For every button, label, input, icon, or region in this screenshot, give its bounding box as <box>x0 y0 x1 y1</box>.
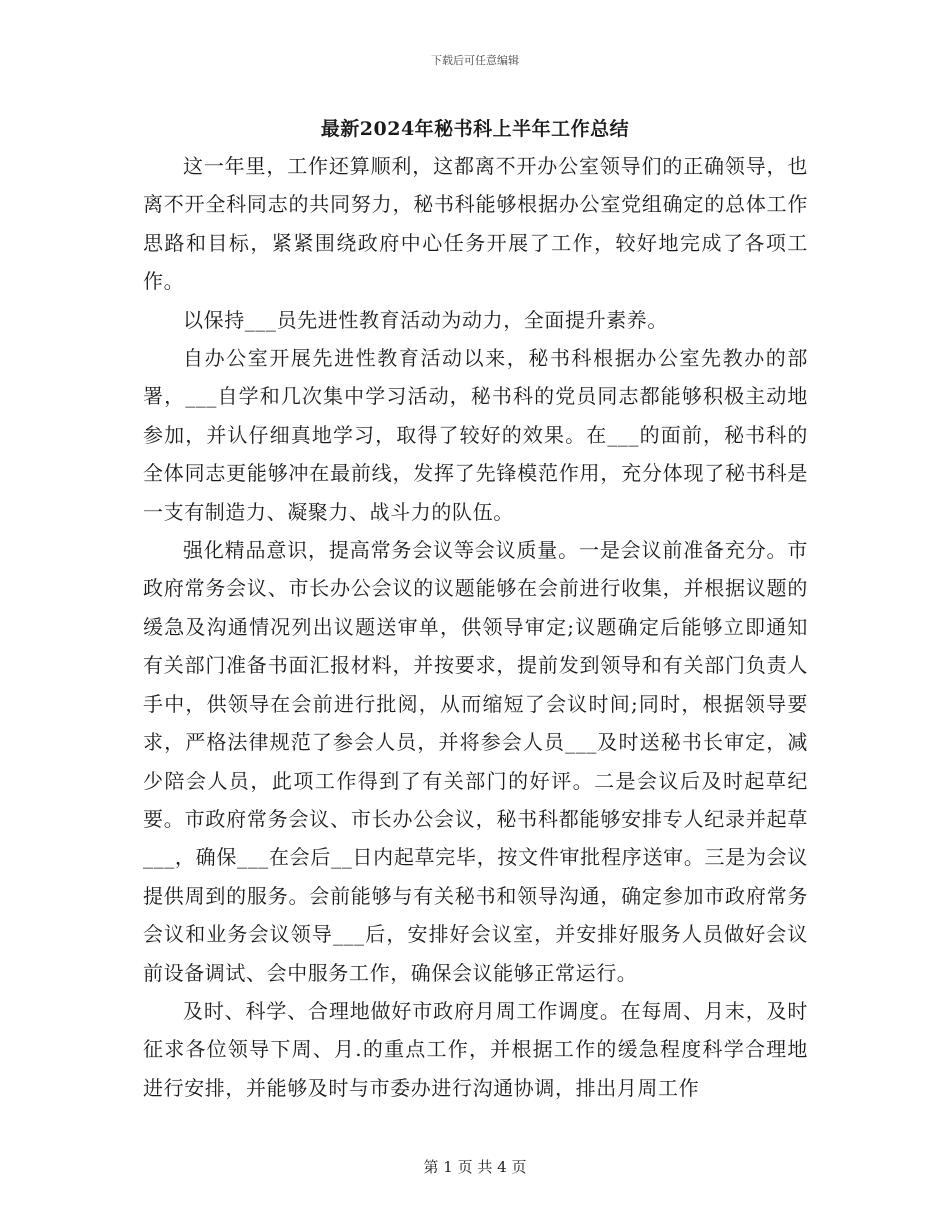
paragraph-meeting-quality: 强化精品意识，提高常务会议等会议质量。一是会议前准备充分。市政府常务会议、市长办公会议的议题能够在会前进行收集，并根据议题的缓急及沟通情况列出议题送审单，供领导审定;议题确定后能够立即通知有关部门准备书面汇报材料，并按要求，提前发到领导和有关部门负责人手中，供领导在会前进行批阅，从而缩短了会议时间;同时，根据领导要求，严格法律规范了参会人员，并将参会人员___及时送秘书长审定，减少陪会人员，此项工作得到了有关部门的好评。二是会议后及时起草纪要。市政府常务会议、市长办公会议，秘书科都能够安排专人纪录并起草___，确保___在会后__日内起草完毕，按文件审批程序送审。三是为会议提供周到的服务。会前能够与有关秘书和领导沟通，确定参加市政府常务会议和业务会议领导___后，安排好会议室，并安排好服务人员做好会议前设备调试、会中服务工作，确保会议能够正常运行。 <box>143 538 808 985</box>
document-title: 最新2024年秘书科上半年工作总结 <box>320 118 630 140</box>
paragraph-intro: 这一年里，工作还算顺利，这都离不开办公室领导们的正确领导，也离不开全科同志的共同努力，秘书科能够根据办公室党组确定的总体工作思路和目标，紧紧围绕政府中心任务开展了工作，较好地完成了各项工作。 <box>143 154 808 294</box>
document-body <box>143 147 808 1107</box>
page-header-note: 下载后可任意编辑 <box>431 54 519 67</box>
page-number: 第 1 页 共 4 页 <box>423 1158 527 1176</box>
paragraph-work-scheduling: 及时、科学、合理地做好市政府月周工作调度。在每周、月末，及时征求各位领导下周、月.的重点工作，并根据工作的缓急程度科学合理地进行安排，并能够及时与市委办进行沟通协调，排出月周工作 <box>143 998 808 1100</box>
paragraph-education-heading: 以保持___员先进性教育活动为动力，全面提升素养。 <box>183 307 668 332</box>
paragraph-education-detail: 自办公室开展先进性教育活动以来，秘书科根据办公室先教办的部署，___自学和几次集中学习活动，秘书科的党员同志都能够积极主动地参加，并认仔细真地学习，取得了较好的效果。在___的面前，秘书科的全体同志更能够冲在最前线，发挥了先锋模范作用，充分体现了秘书科是一支有制造力、凝聚力、战斗力的队伍。 <box>143 346 808 524</box>
